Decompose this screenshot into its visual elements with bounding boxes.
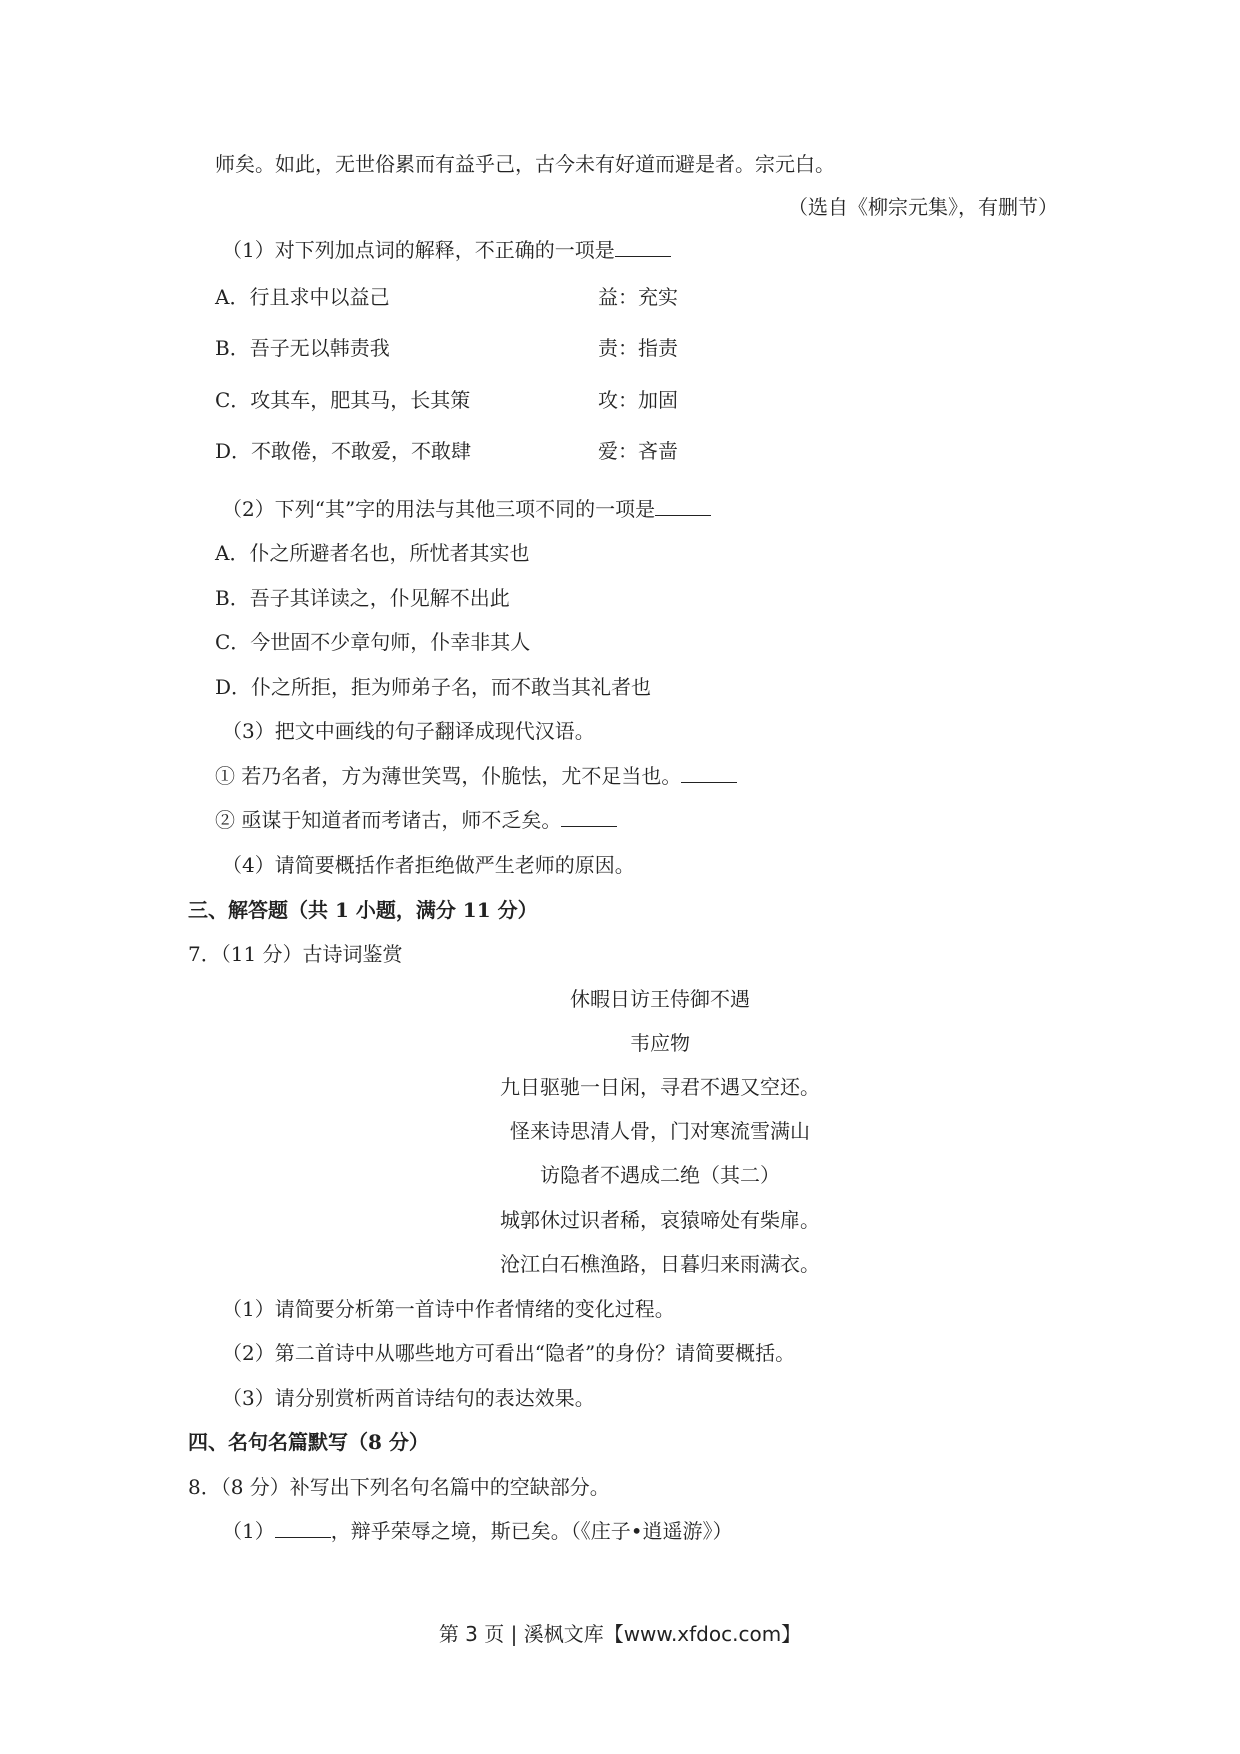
- q1-option-d-gloss: 爱：吝啬: [598, 439, 678, 463]
- q3-sentence-2: ② 亟谋于知道者而考诸古，师不乏矣。: [215, 806, 617, 834]
- q1-option-a-gloss: 益：充实: [598, 285, 678, 309]
- q3-sentence-1: ① 若乃名者，方为薄世笑骂，仆脆怯，尤不足当也。: [215, 762, 737, 790]
- q2-option-d[interactable]: D．仆之所拒，拒为师弟子名，而不敢当其礼者也: [215, 675, 652, 699]
- answer-blank[interactable]: [681, 762, 737, 783]
- q8-sub-1: （1） ，辩乎荣辱之境，斯已矣。（《庄子•逍遥游》）: [222, 1519, 733, 1543]
- page-footer: 第 3 页 | 溪枫文库【www.xfdoc.com】: [438, 1622, 802, 1646]
- q7-stem: 7．（11 分）古诗词鉴赏: [188, 942, 403, 966]
- answer-blank[interactable]: [655, 495, 711, 516]
- q2-stem: （2）下列“其”字的用法与其他三项不同的一项是: [222, 495, 711, 523]
- q1-option-c[interactable]: C．攻其车，肥其马，长其策: [215, 388, 471, 412]
- q1-option-b[interactable]: B．吾子无以韩责我: [215, 336, 390, 360]
- answer-blank[interactable]: [615, 236, 671, 257]
- poem-2-line-1: 城郭休过识者稀，哀猿啼处有柴扉。: [500, 1208, 820, 1232]
- passage-last-line: 师矣。如此，无世俗累而有益乎己，古今未有好道而避是者。宗元白。: [215, 152, 835, 176]
- answer-blank[interactable]: [275, 1517, 331, 1538]
- q3-stem: （3）把文中画线的句子翻译成现代汉语。: [222, 719, 595, 743]
- q1-option-d[interactable]: D．不敢倦，不敢爱，不敢肆: [215, 439, 472, 463]
- q8-stem: 8．（8 分）补写出下列名句名篇中的空缺部分。: [188, 1475, 610, 1499]
- q2-option-a[interactable]: A．仆之所避者名也，所忧者其实也: [215, 541, 530, 565]
- source-note: （选自《柳宗元集》，有删节）: [788, 195, 1058, 219]
- q1-option-c-gloss: 攻：加固: [598, 388, 678, 412]
- poem-2-title: 访隐者不遇成二绝（其二）: [540, 1163, 780, 1187]
- section-3-heading: 三、解答题（共 1 小题，满分 11 分）: [188, 898, 538, 922]
- q2-option-b[interactable]: B．吾子其详读之，仆见解不出此: [215, 586, 510, 610]
- q7-sub-1: （1）请简要分析第一首诗中作者情绪的变化过程。: [222, 1297, 675, 1321]
- poem-1-line-1: 九日驱驰一日闲，寻君不遇又空还。: [500, 1075, 820, 1099]
- poem-1-author: 韦应物: [630, 1031, 690, 1055]
- q2-option-c[interactable]: C．今世固不少章句师，仆幸非其人: [215, 630, 531, 654]
- q1-option-b-gloss: 责：指责: [598, 336, 678, 360]
- section-4-heading: 四、名句名篇默写（8 分）: [188, 1430, 429, 1454]
- poem-2-line-2: 沧江白石樵渔路，日暮归来雨满衣。: [500, 1252, 820, 1276]
- q4-stem: （4）请简要概括作者拒绝做严生老师的原因。: [222, 853, 635, 877]
- poem-1-title: 休暇日访王侍御不遇: [570, 987, 750, 1011]
- poem-1-line-2: 怪来诗思清人骨，门对寒流雪满山: [510, 1119, 810, 1143]
- q1-option-a[interactable]: A．行且求中以益己: [215, 285, 390, 309]
- q7-sub-3: （3）请分别赏析两首诗结句的表达效果。: [222, 1386, 595, 1410]
- q7-sub-2: （2）第二首诗中从哪些地方可看出“隐者”的身份？请简要概括。: [222, 1341, 796, 1365]
- answer-blank[interactable]: [561, 806, 617, 827]
- q1-stem: （1）对下列加点词的解释，不正确的一项是: [222, 236, 671, 264]
